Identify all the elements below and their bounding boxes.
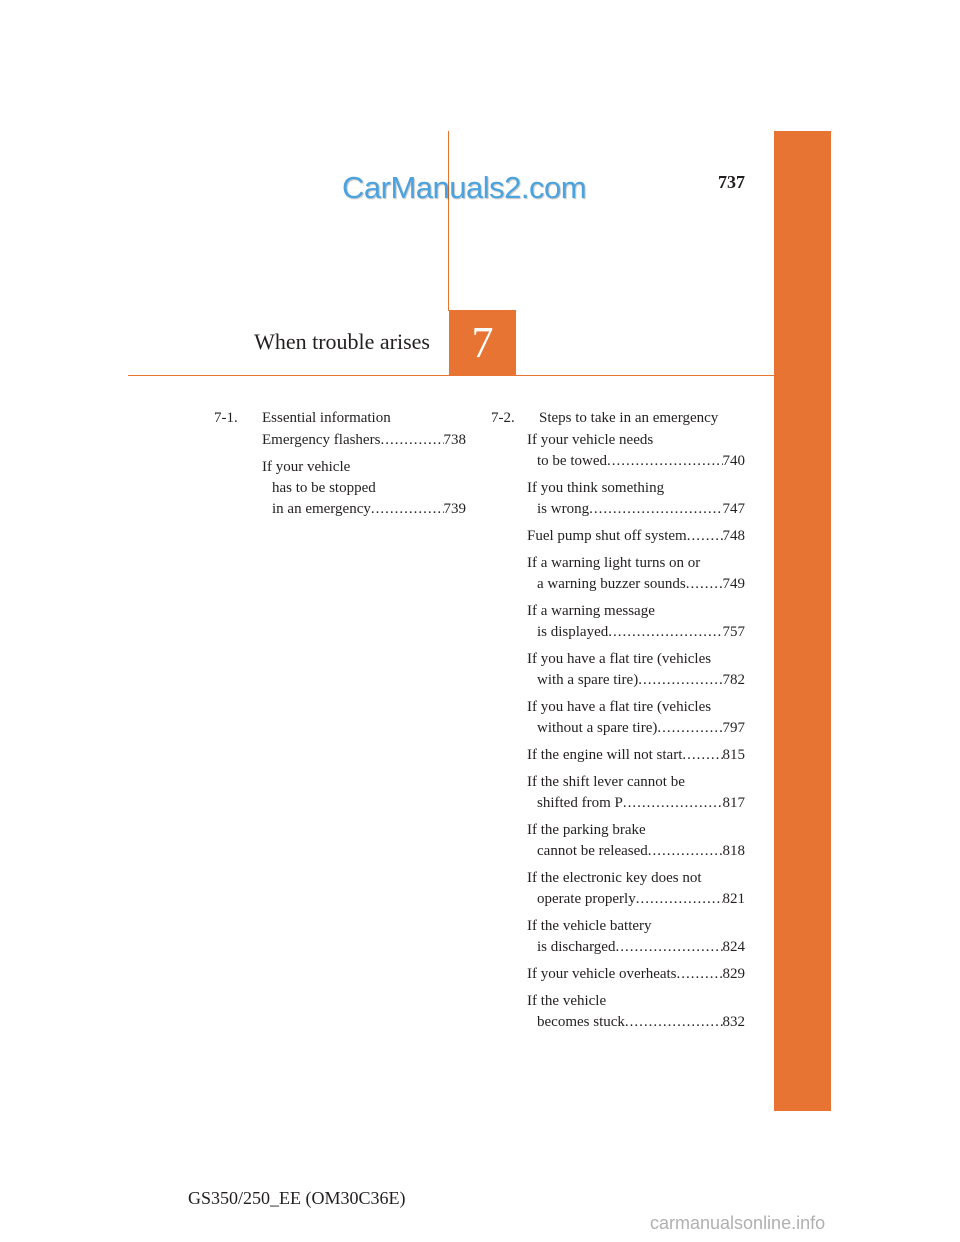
toc-entry[interactable]: [527, 601, 745, 643]
dot-leader: [657, 718, 722, 739]
toc-entry-line: [262, 430, 466, 451]
toc-entry-line: [527, 697, 745, 718]
toc-entry-text: shifted from P: [537, 795, 623, 811]
toc-entry-line: [527, 649, 745, 670]
toc-page-number: 832: [722, 1014, 745, 1030]
dot-leader: [625, 1012, 723, 1033]
toc-entry-line: [527, 622, 745, 643]
toc-entry-line: [527, 841, 745, 862]
toc-entry-line: [527, 1012, 745, 1033]
toc-page-number: 748: [722, 528, 745, 544]
toc-entry[interactable]: [527, 772, 745, 814]
toc-entry-line: [262, 478, 466, 499]
toc-entry-line: [527, 868, 745, 889]
toc-entry-line: [527, 916, 745, 937]
toc-page-number: 797: [722, 720, 745, 736]
toc-entry[interactable]: [527, 553, 745, 595]
vertical-rule: [448, 131, 449, 311]
toc-entry[interactable]: [527, 916, 745, 958]
dot-leader: [608, 622, 722, 643]
toc-entry-text: Fuel pump shut off system: [527, 528, 687, 544]
section-number: 7-2.: [491, 410, 515, 426]
toc-entry-line: [527, 430, 745, 451]
toc-entry-text: has to be stopped: [272, 480, 376, 496]
chapter-number-badge: 7: [449, 310, 516, 376]
toc-entry-line: [527, 937, 745, 958]
toc-entry-line: [527, 670, 745, 691]
toc-page-number: 738: [443, 432, 466, 448]
toc-entry-text: is discharged: [537, 939, 616, 955]
toc-entry-line: [527, 820, 745, 841]
toc-entry-line: [527, 553, 745, 574]
toc-entry-text: If a warning light turns on or: [527, 555, 701, 571]
toc-entry-text: becomes stuck: [537, 1014, 625, 1030]
toc-entry-line: [527, 964, 745, 985]
toc-entry[interactable]: [527, 820, 745, 862]
toc-entry-line: [527, 772, 745, 793]
toc-page-number: 821: [722, 891, 745, 907]
toc-entry-text: is wrong: [537, 501, 590, 517]
toc-entry-line: [527, 991, 745, 1012]
toc-page-number: 782: [722, 672, 745, 688]
toc-entry-text: If a warning message: [527, 603, 655, 619]
toc-page-number: 747: [722, 501, 745, 517]
toc-entry[interactable]: [527, 478, 745, 520]
toc-entry-text: If you think something: [527, 480, 665, 496]
toc-entry-text: with a spare tire): [537, 672, 639, 688]
section-title[interactable]: Essential information: [262, 410, 391, 426]
toc-section-7-1: [214, 408, 466, 526]
toc-page-number: 829: [722, 966, 745, 982]
toc-page-number: 824: [722, 939, 745, 955]
toc-entry-text: If the electronic key does not: [527, 870, 702, 886]
toc-entry[interactable]: [262, 457, 466, 520]
toc-entry-text: If the vehicle battery: [527, 918, 652, 934]
toc-entry-text: If the parking brake: [527, 822, 646, 838]
dot-leader: [607, 451, 723, 472]
toc-entry[interactable]: [527, 649, 745, 691]
toc-entry-text: without a spare tire): [537, 720, 658, 736]
toc-entry-line: [527, 601, 745, 622]
toc-entry[interactable]: [527, 697, 745, 739]
toc-entry-line: [527, 574, 745, 595]
dot-leader: [638, 670, 722, 691]
toc-entry-text: If you have a flat tire (vehicles: [527, 651, 712, 667]
toc-entry-line: [527, 793, 745, 814]
toc-entry-line: [527, 478, 745, 499]
toc-entry-line: [527, 499, 745, 520]
toc-entry[interactable]: [527, 526, 745, 547]
toc-entry-line: [527, 718, 745, 739]
dot-leader: [682, 745, 722, 766]
chapter-side-tab: [774, 131, 831, 1111]
toc-page-number: 757: [722, 624, 745, 640]
toc-page-number: 740: [722, 453, 745, 469]
toc-entry-line: [527, 889, 745, 910]
toc-entry[interactable]: [527, 868, 745, 910]
watermark-logo: CarManuals2.com: [342, 170, 587, 205]
dot-leader: [687, 526, 723, 547]
dot-leader: [636, 889, 723, 910]
toc-entry-text: to be towed: [537, 453, 607, 469]
toc-entry-text: If you have a flat tire (vehicles: [527, 699, 712, 715]
toc-page-number: 817: [722, 795, 745, 811]
toc-entry-text: If the shift lever cannot be: [527, 774, 685, 790]
footer-model-code: GS350/250_EE (OM30C36E): [188, 1188, 406, 1208]
toc-entry[interactable]: [527, 991, 745, 1033]
toc-page-number: 815: [722, 747, 745, 763]
dot-leader: [648, 841, 723, 862]
page-number: 737: [718, 172, 745, 192]
toc-entry[interactable]: [527, 430, 745, 472]
toc-entry-text: If the engine will not start: [527, 747, 683, 763]
toc-entry-text: in an emergency: [272, 501, 371, 517]
toc-entry-text: Emergency flashers: [262, 432, 381, 448]
toc-entry-text: If your vehicle needs: [527, 432, 654, 448]
toc-entry-text: is displayed: [537, 624, 609, 640]
bottom-watermark: carmanualsonline.info: [650, 1213, 826, 1233]
chapter-title: When trouble arises: [254, 329, 430, 354]
dot-leader: [677, 964, 723, 985]
toc-entry-line: [527, 451, 745, 472]
toc-entry-text: If the vehicle: [527, 993, 607, 1009]
toc-entry-text: operate properly: [537, 891, 636, 907]
dot-leader: [371, 499, 444, 520]
toc-entry-text: If your vehicle overheats: [527, 966, 677, 982]
toc-entry[interactable]: [527, 964, 745, 985]
section-title[interactable]: Steps to take in an emergency: [539, 410, 719, 426]
toc-entry-line: [262, 457, 466, 478]
toc-entry-text: cannot be released: [537, 843, 648, 859]
toc-entry-line: [527, 526, 745, 547]
dot-leader: [615, 937, 722, 958]
toc-entry-line: [262, 499, 466, 520]
section-number: 7-1.: [214, 410, 238, 426]
toc-entry[interactable]: [262, 430, 466, 451]
dot-leader: [686, 574, 723, 595]
toc-entry-line: [527, 745, 745, 766]
dot-leader: [380, 430, 443, 451]
toc-entry[interactable]: [527, 745, 745, 766]
toc-page-number: 818: [722, 843, 745, 859]
dot-leader: [623, 793, 723, 814]
dot-leader: [589, 499, 722, 520]
toc-section-7-2: [491, 408, 745, 1039]
toc-page-number: 749: [722, 576, 745, 592]
toc-page-number: 739: [443, 501, 466, 517]
toc-entry-text: If your vehicle: [262, 459, 351, 475]
toc-entry-text: a warning buzzer sounds: [537, 576, 686, 592]
